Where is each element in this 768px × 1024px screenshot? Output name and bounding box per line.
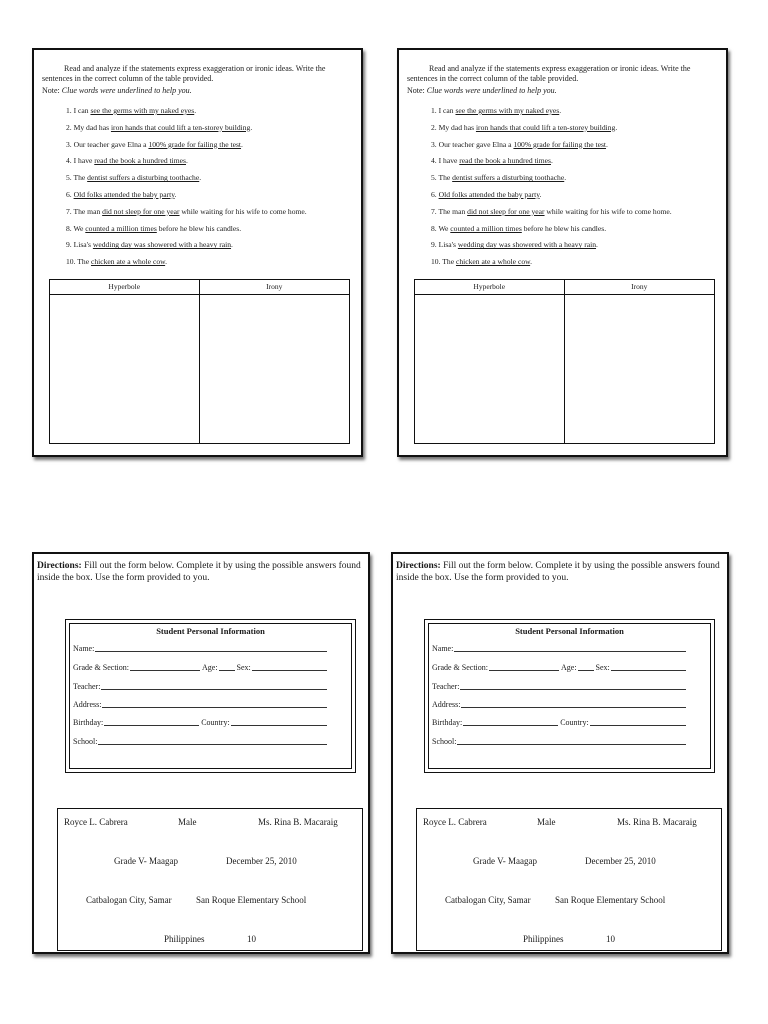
statement-item: 5. The dentist suffers a disturbing toothache. <box>431 173 567 183</box>
statement-item: 7. The man did not sleep for one year while waiting for his wife to come home. <box>66 206 307 216</box>
name-field[interactable] <box>454 651 686 652</box>
age-field[interactable] <box>219 670 235 671</box>
worksheet-left <box>32 48 363 457</box>
teacher-row: Teacher: <box>432 680 688 691</box>
irony-header: Irony <box>565 280 715 295</box>
hyperbole-column[interactable] <box>50 280 200 443</box>
answer-box <box>416 808 722 951</box>
answer-name: Royce L. Cabrera <box>423 817 487 827</box>
statement-item: 6. Old folks attended the baby party. <box>431 189 542 199</box>
birthday-field[interactable] <box>463 725 558 726</box>
statement-item: 4. I have read the book a hundred times. <box>66 156 188 166</box>
answer-grade: Grade V- Maagap <box>473 856 537 866</box>
form-title: Student Personal Information <box>156 626 265 636</box>
answer-school: San Roque Elementary School <box>196 895 307 905</box>
statement-item: 5. The dentist suffers a disturbing toothache. <box>66 173 202 183</box>
answer-country: Philippines <box>523 934 564 944</box>
statement-item: 2. My dad has iron hands that could lift a ten-storey building. <box>431 122 618 132</box>
school-field[interactable] <box>457 744 686 745</box>
instruction-text: Read and analyze if the statements express exaggeration or ironic ideas. Write the sentences in the correct column of the table provided. <box>407 64 691 83</box>
statement-item: 4. I have read the book a hundred times. <box>431 156 553 166</box>
age-field[interactable] <box>578 670 594 671</box>
directions-text: Directions: Fill out the form below. Complete it by using the possible answers found inside the box. Use the form provided to you. <box>37 561 361 583</box>
answer-age: 10 <box>606 934 615 944</box>
statement-item: 8. We counted a million times before he blew his candles. <box>431 223 607 233</box>
statement-item: 10. The chicken ate a whole cow. <box>431 257 533 267</box>
country-field[interactable] <box>231 725 327 726</box>
irony-column[interactable] <box>565 280 715 443</box>
note-text: Note: Clue words were underlined to help you. <box>42 86 192 95</box>
student-info-form <box>65 619 356 773</box>
form-title: Student Personal Information <box>515 626 624 636</box>
grade-row: Grade & Section: Age: Sex: <box>73 661 329 672</box>
hyperbole-column[interactable] <box>415 280 565 443</box>
address-row: Address: <box>432 698 688 709</box>
country-field[interactable] <box>590 725 686 726</box>
grade-row: Grade & Section: Age: Sex: <box>432 661 688 672</box>
teacher-row: Teacher: <box>73 680 329 691</box>
name-field[interactable] <box>95 651 327 652</box>
answer-grade: Grade V- Maagap <box>114 856 178 866</box>
irony-header: Irony <box>200 280 350 295</box>
statement-item: 3. Our teacher gave Elna a 100% grade for failing the test. <box>431 139 608 149</box>
answer-school: San Roque Elementary School <box>555 895 666 905</box>
teacher-field[interactable] <box>101 689 327 690</box>
sex-field[interactable] <box>611 670 686 671</box>
answer-name: Royce L. Cabrera <box>64 817 128 827</box>
form-sheet-right <box>391 552 729 954</box>
grade-section-field[interactable] <box>489 670 559 671</box>
answer-teacher: Ms. Rina B. Macaraig <box>617 817 697 827</box>
statement-item: 8. We counted a million times before he blew his candles. <box>66 223 242 233</box>
hyperbole-header: Hyperbole <box>415 280 564 295</box>
birthday-row: Birthday: Country: <box>432 716 688 727</box>
birthday-row: Birthday: Country: <box>73 716 329 727</box>
statement-item: 9. Lisa's wedding day was showered with a heavy rain. <box>66 240 233 250</box>
statement-item: 2. My dad has iron hands that could lift a ten-storey building. <box>66 122 253 132</box>
worksheet-right <box>397 48 728 457</box>
address-field[interactable] <box>461 707 686 708</box>
statement-item: 9. Lisa's wedding day was showered with a heavy rain. <box>431 240 598 250</box>
classification-table <box>49 279 350 444</box>
grade-section-field[interactable] <box>130 670 200 671</box>
classification-table <box>414 279 715 444</box>
statement-list <box>431 105 726 273</box>
answer-country: Philippines <box>164 934 205 944</box>
answer-teacher: Ms. Rina B. Macaraig <box>258 817 338 827</box>
answer-address: Catbalogan City, Samar <box>86 895 172 905</box>
statement-item: 6. Old folks attended the baby party. <box>66 189 177 199</box>
answer-address: Catbalogan City, Samar <box>445 895 531 905</box>
instruction-text: Read and analyze if the statements express exaggeration or ironic ideas. Write the sentences in the correct column of the table provided. <box>42 64 326 83</box>
statement-item: 10. The chicken ate a whole cow. <box>66 257 168 267</box>
answer-birthday: December 25, 2010 <box>585 856 656 866</box>
statement-list <box>66 105 361 273</box>
statement-item: 3. Our teacher gave Elna a 100% grade for failing the test. <box>66 139 243 149</box>
school-row: School: <box>432 735 688 746</box>
hyperbole-header: Hyperbole <box>50 280 199 295</box>
answer-sex: Male <box>178 817 197 827</box>
statement-item: 7. The man did not sleep for one year while waiting for his wife to come home. <box>431 206 672 216</box>
school-row: School: <box>73 735 329 746</box>
answer-sex: Male <box>537 817 556 827</box>
sex-field[interactable] <box>252 670 327 671</box>
address-row: Address: <box>73 698 329 709</box>
answer-age: 10 <box>247 934 256 944</box>
irony-column[interactable] <box>200 280 350 443</box>
note-text: Note: Clue words were underlined to help you. <box>407 86 557 95</box>
student-info-form <box>424 619 715 773</box>
statement-item: 1. I can see the germs with my naked eyes. <box>431 106 562 115</box>
address-field[interactable] <box>102 707 327 708</box>
directions-text: Directions: Fill out the form below. Complete it by using the possible answers found inside the box. Use the form provided to you. <box>396 561 720 583</box>
school-field[interactable] <box>98 744 327 745</box>
answer-birthday: December 25, 2010 <box>226 856 297 866</box>
teacher-field[interactable] <box>460 689 686 690</box>
statement-item: 1. I can see the germs with my naked eyes. <box>66 106 197 115</box>
name-row: Name: <box>73 642 329 653</box>
form-sheet-left <box>32 552 370 954</box>
birthday-field[interactable] <box>104 725 199 726</box>
answer-box <box>57 808 363 951</box>
name-row: Name: <box>432 642 688 653</box>
